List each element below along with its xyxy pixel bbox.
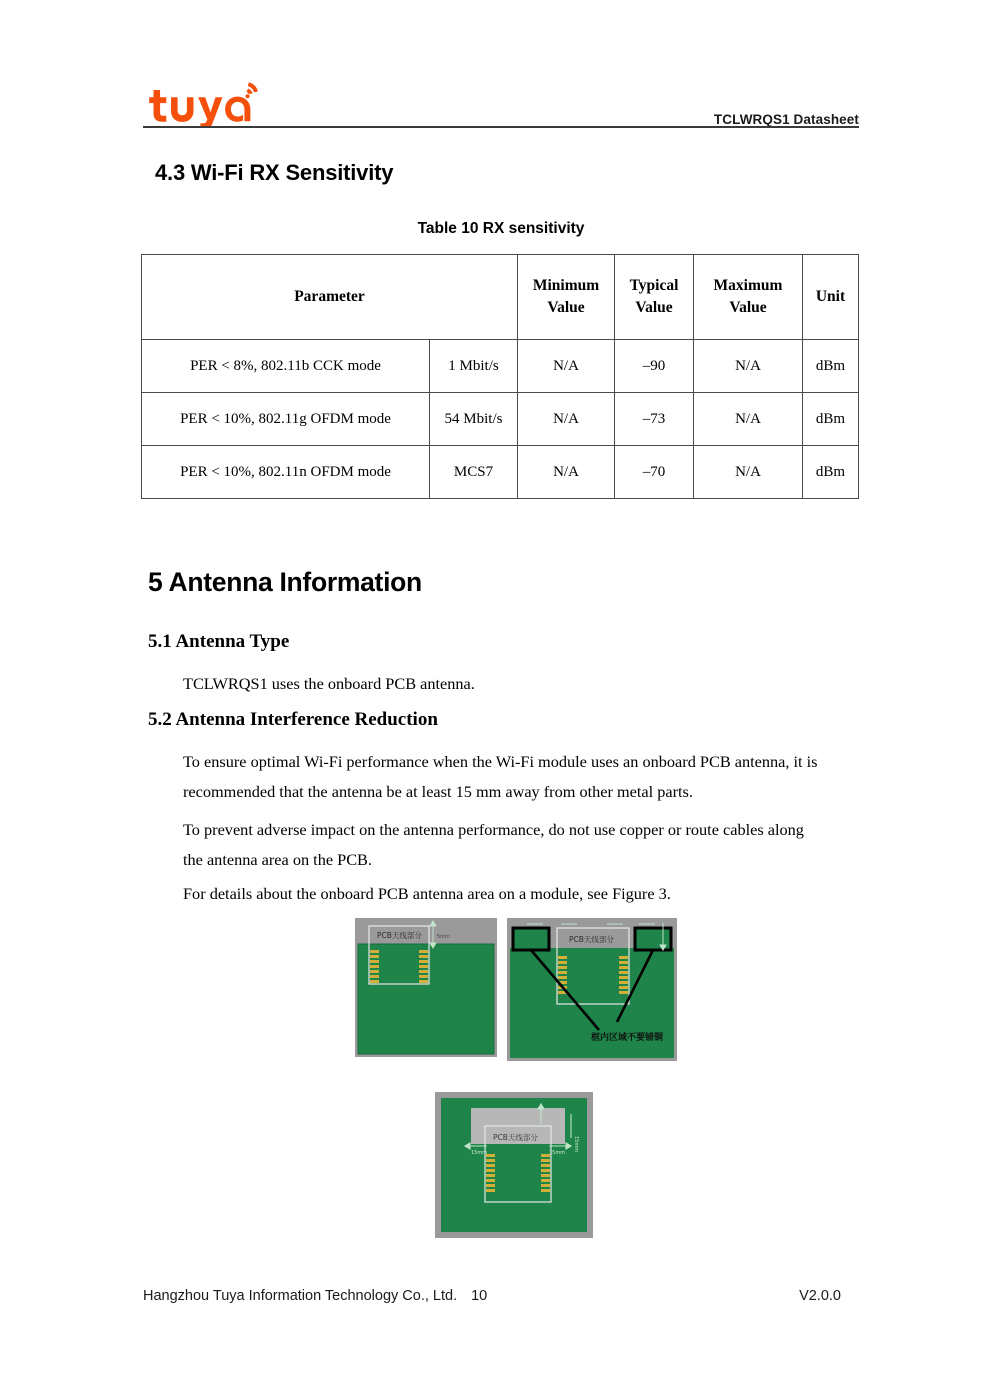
cell-minimum: N/A <box>518 340 615 393</box>
column-header-unit: Unit <box>803 255 859 340</box>
svg-text:15mm: 15mm <box>573 1136 579 1153</box>
footer-company: Hangzhou Tuya Information Technology Co., Ltd. <box>143 1288 458 1304</box>
cell-minimum: N/A <box>518 393 615 446</box>
svg-text:PCB天线部分: PCB天线部分 <box>493 1133 538 1142</box>
column-header-minimum <box>518 255 615 340</box>
column-header-maximum-line2: Value <box>729 299 767 316</box>
cell-unit: dBm <box>803 446 859 499</box>
header-document-title: TCLWRQS1 Datasheet <box>713 112 859 127</box>
cell-rate: 1 Mbit/s <box>430 340 518 393</box>
heading-4-3: 4.3 Wi-Fi RX Sensitivity <box>155 160 394 185</box>
cell-parameter: PER < 8%, 802.11b CCK mode <box>142 340 430 393</box>
column-header-minimum-line2: Value <box>547 299 585 316</box>
column-header-maximum-line1: Maximum <box>713 276 783 294</box>
heading-5-1: 5.1 Antenna Type <box>148 631 290 652</box>
cell-parameter: PER < 10%, 802.11g OFDM mode <box>142 393 430 446</box>
cell-unit: dBm <box>803 393 859 446</box>
column-header-maximum <box>694 255 803 340</box>
table-row <box>142 446 859 499</box>
column-header-minimum-line1: Minimum <box>532 276 600 294</box>
table-row <box>142 340 859 393</box>
pcb-diagram-top-left <box>355 918 497 1057</box>
heading-5-2: 5.2 Antenna Interference Reduction <box>148 709 438 730</box>
cell-minimum: N/A <box>518 446 615 499</box>
cell-typical: –90 <box>615 340 694 393</box>
svg-text:PCB天线部分: PCB天线部分 <box>569 935 614 944</box>
table-caption: Table 10 RX sensitivity <box>417 220 585 237</box>
column-header-parameter: Parameter <box>142 255 518 340</box>
cell-typical: –70 <box>615 446 694 499</box>
tuya-logo <box>147 80 267 126</box>
cell-rate: MCS7 <box>430 446 518 499</box>
cell-maximum: N/A <box>694 393 803 446</box>
cell-unit: dBm <box>803 340 859 393</box>
cell-maximum: N/A <box>694 340 803 393</box>
rx-sensitivity-table <box>141 254 859 499</box>
column-header-typical <box>615 255 694 340</box>
paragraph-interference-2: To prevent adverse impact on the antenna performance, do not use copper or route cables along the antenna area on the PCB. <box>183 820 804 869</box>
cell-parameter: PER < 10%, 802.11n OFDM mode <box>142 446 430 499</box>
footer-version: V2.0.0 <box>799 1288 841 1304</box>
cell-rate: 54 Mbit/s <box>430 393 518 446</box>
footer-company-block <box>143 1288 487 1304</box>
table-header-row <box>142 255 859 340</box>
paragraph-interference-3: For details about the onboard PCB antenna area on a module, see Figure 3. <box>183 884 671 903</box>
heading-5: 5 Antenna Information <box>148 567 422 597</box>
svg-text:15mm: 15mm <box>471 1150 488 1156</box>
page-header <box>143 72 859 128</box>
svg-text:15mm: 15mm <box>549 1150 566 1156</box>
cell-typical: –73 <box>615 393 694 446</box>
paragraph-interference-1: To ensure optimal Wi-Fi performance when the Wi-Fi module uses an onboard PCB antenna, it is recommended that the antenna be at least 15 mm away from other metal parts. <box>183 752 818 801</box>
column-header-typical-line1: Typical <box>629 276 679 294</box>
table-row <box>142 393 859 446</box>
svg-text:PCB天线部分: PCB天线部分 <box>377 931 422 940</box>
header-divider <box>143 126 859 128</box>
svg-text:5mm: 5mm <box>437 934 450 940</box>
page-footer <box>143 1288 859 1310</box>
column-header-typical-line2: Value <box>635 299 673 316</box>
pcb-diagram-top-right <box>507 918 677 1061</box>
svg-text:框内区域不要铺铜: 框内区域不要铺铜 <box>591 1033 664 1043</box>
figure-3-pcb-antenna-diagrams <box>143 916 859 1241</box>
footer-page-number: 10 <box>471 1288 488 1304</box>
cell-maximum: N/A <box>694 446 803 499</box>
pcb-diagram-bottom <box>435 1092 593 1238</box>
paragraph-antenna-type: TCLWRQS1 uses the onboard PCB antenna. <box>183 674 475 693</box>
